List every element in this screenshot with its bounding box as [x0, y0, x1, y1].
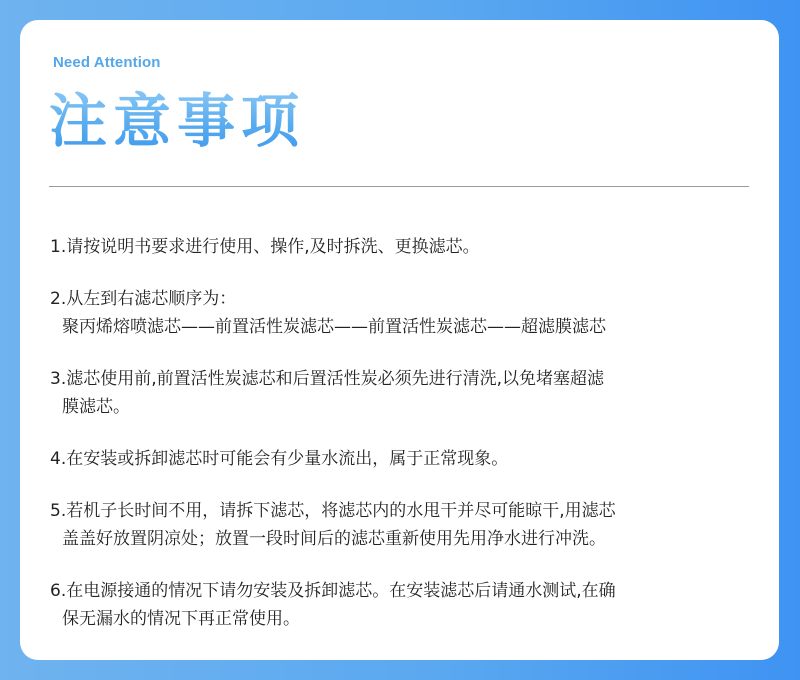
notice-card — [20, 20, 779, 660]
note-item — [50, 577, 765, 633]
note-line: 6.在电源接通的情况下请勿安装及拆卸滤芯。在安装滤芯后请通水测试,在确 — [50, 581, 616, 601]
note-line: 3.滤芯使用前,前置活性炭滤芯和后置活性炭必须先进行清洗,以免堵塞超滤 — [50, 369, 605, 389]
note-item — [50, 233, 765, 261]
note-line: 保无漏水的情况下再正常使用。 — [62, 609, 300, 629]
note-item — [50, 445, 765, 473]
note-line: 聚丙烯熔喷滤芯——前置活性炭滤芯——前置活性炭滤芯——超滤膜滤芯 — [62, 317, 606, 337]
page-title: 注意事项 — [49, 87, 306, 155]
note-item — [50, 365, 765, 421]
note-line: 2.从左到右滤芯顺序为： — [50, 289, 237, 309]
notes-list — [50, 233, 765, 657]
divider — [49, 186, 749, 187]
note-line: 盖盖好放置阴凉处；放置一段时间后的滤芯重新使用先用净水进行冲洗。 — [62, 529, 606, 549]
note-line: 5.若机子长时间不用，请拆下滤芯，将滤芯内的水甩干并尽可能晾干,用滤芯 — [50, 501, 616, 521]
note-line: 1.请按说明书要求进行使用、操作,及时拆洗、更换滤芯。 — [50, 237, 480, 257]
section-subtitle: Need Attention — [53, 54, 161, 71]
note-item — [50, 497, 765, 553]
note-line: 4.在安装或拆卸滤芯时可能会有少量水流出，属于正常现象。 — [50, 449, 509, 469]
note-item — [50, 285, 765, 341]
note-line: 膜滤芯。 — [62, 397, 130, 417]
